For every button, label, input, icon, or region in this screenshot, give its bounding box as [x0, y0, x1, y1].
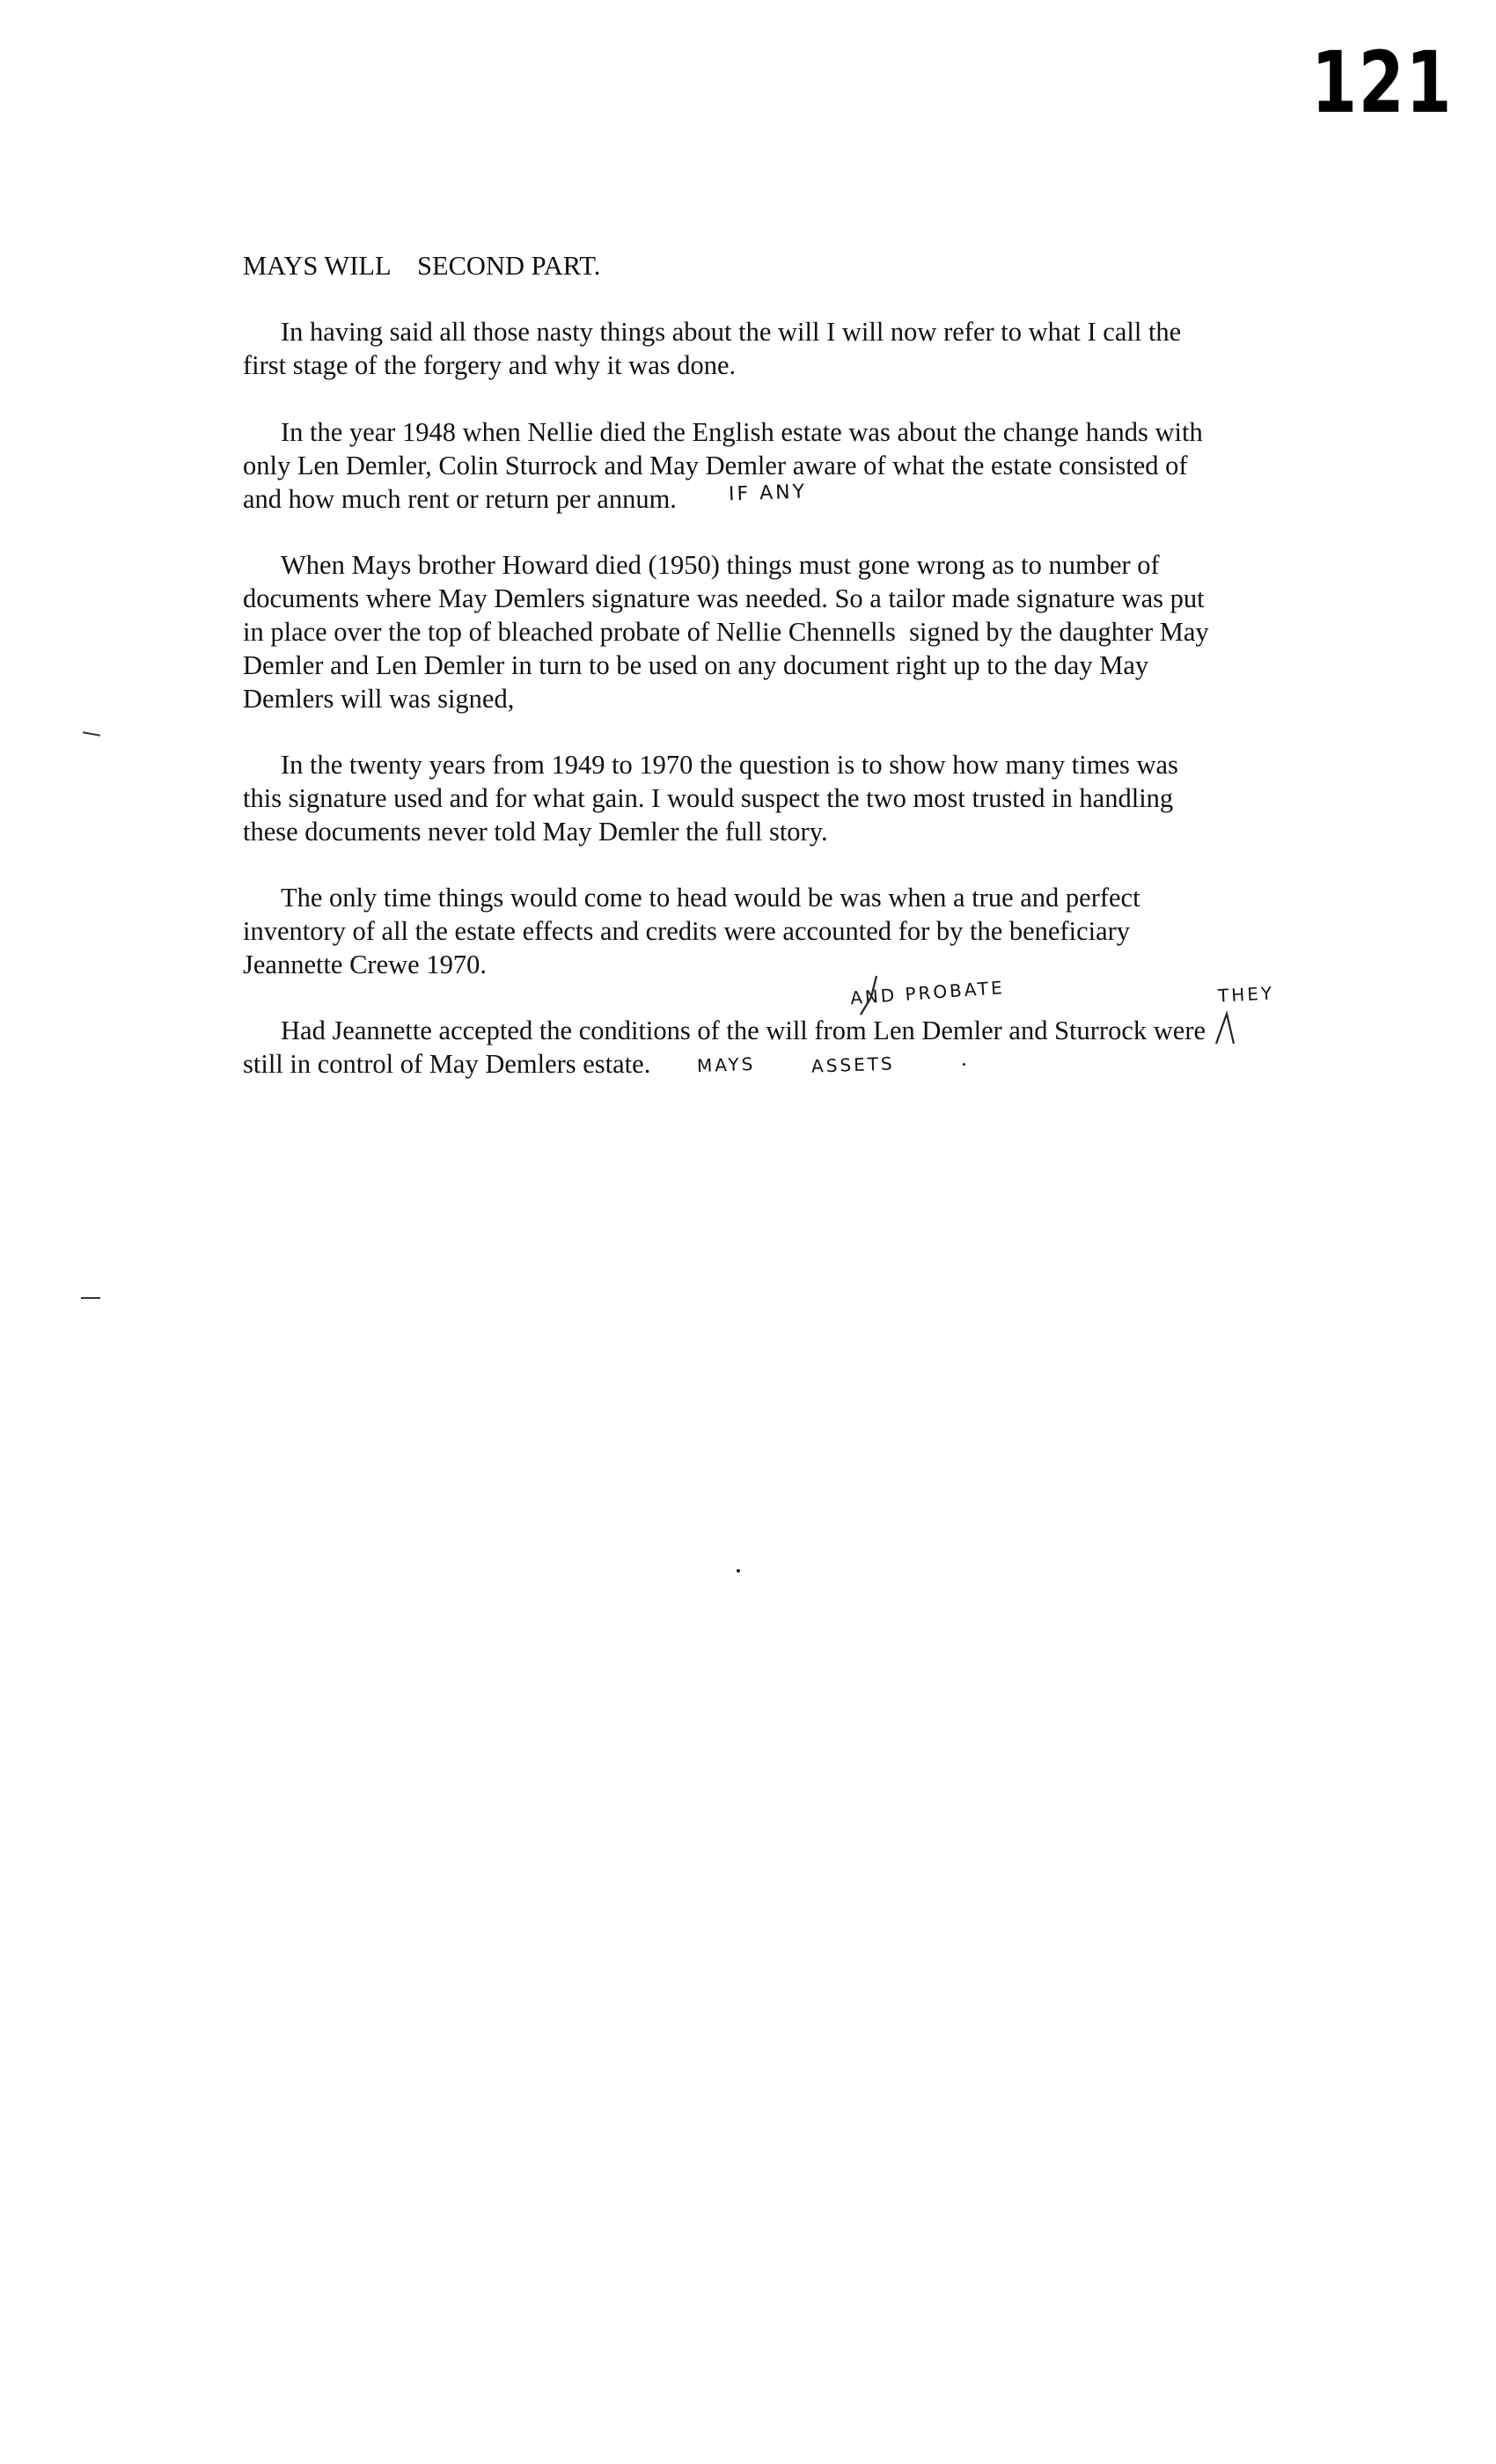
handwritten-assets: ASSETS	[810, 1052, 896, 1077]
paragraph-line: in place over the top of bleached probate of Nellie Chennells signed by the daughter May	[243, 617, 1209, 647]
handwritten-mays: MAYS	[696, 1052, 756, 1077]
paragraph-line: first stage of the forgery and why it was done.	[243, 350, 737, 380]
paragraph-line: When Mays brother Howard died (1950) things must gone wrong as to number of	[281, 550, 1160, 580]
paragraph-1	[243, 315, 1299, 382]
paragraph-line: Demlers will was signed,	[243, 684, 515, 714]
paragraph-line: The only time things would come to head would be was when a true and perfect	[281, 883, 1140, 913]
handwritten-they: THEY	[1217, 982, 1275, 1007]
margin-mark	[83, 731, 100, 736]
paragraph-line: only Len Demler, Colin Sturrock and May Demler aware of what the estate consisted of	[243, 451, 1188, 480]
paragraph-line: In the year 1948 when Nellie died the English estate was about the change hands with	[281, 417, 1203, 447]
margin-mark	[81, 1297, 100, 1299]
paragraph-line: and how much rent or return per annum.	[243, 484, 677, 514]
paragraph-line: this signature used and for what gain. I would suspect the two most trusted in handling	[243, 783, 1174, 813]
insertion-caret-mark	[1211, 1008, 1243, 1047]
stray-dot	[963, 1063, 965, 1066]
paragraph-line: In the twenty years from 1949 to 1970 the question is to show how many times was	[281, 750, 1178, 780]
paragraph-4	[243, 748, 1299, 848]
insertion-caret-mark	[852, 972, 887, 1016]
paragraph-line: Jeannette Crewe 1970.	[243, 950, 487, 979]
handwritten-and-probate: AND PROBATE	[849, 976, 1006, 1009]
paragraph-line: In having said all those nasty things about the will I will now refer to what I call the	[281, 317, 1182, 347]
paragraph-line: Demler and Len Demler in turn to be used on any document right up to the day May	[243, 650, 1149, 680]
page-number: 121	[1311, 33, 1453, 132]
paragraph-3	[243, 548, 1299, 715]
handwritten-if-any: IF ANY	[728, 480, 808, 506]
paragraph-line: these documents never told May Demler the full story.	[243, 817, 828, 847]
paragraph-line: Had Jeannette accepted the conditions of the will from Len Demler and Sturrock were	[281, 1016, 1206, 1045]
document-heading: MAYS WILL SECOND PART.	[243, 251, 601, 281]
paragraph-6	[243, 1014, 1299, 1081]
paragraph-line: inventory of all the estate effects and credits were accounted for by the beneficiary	[243, 916, 1131, 946]
paragraph-line: documents where May Demlers signature was needed. So a tailor made signature was put	[243, 583, 1205, 613]
paragraph-line: still in control of May Demlers estate.	[243, 1049, 651, 1079]
stray-dot	[737, 1569, 740, 1573]
paragraph-5	[243, 881, 1299, 981]
